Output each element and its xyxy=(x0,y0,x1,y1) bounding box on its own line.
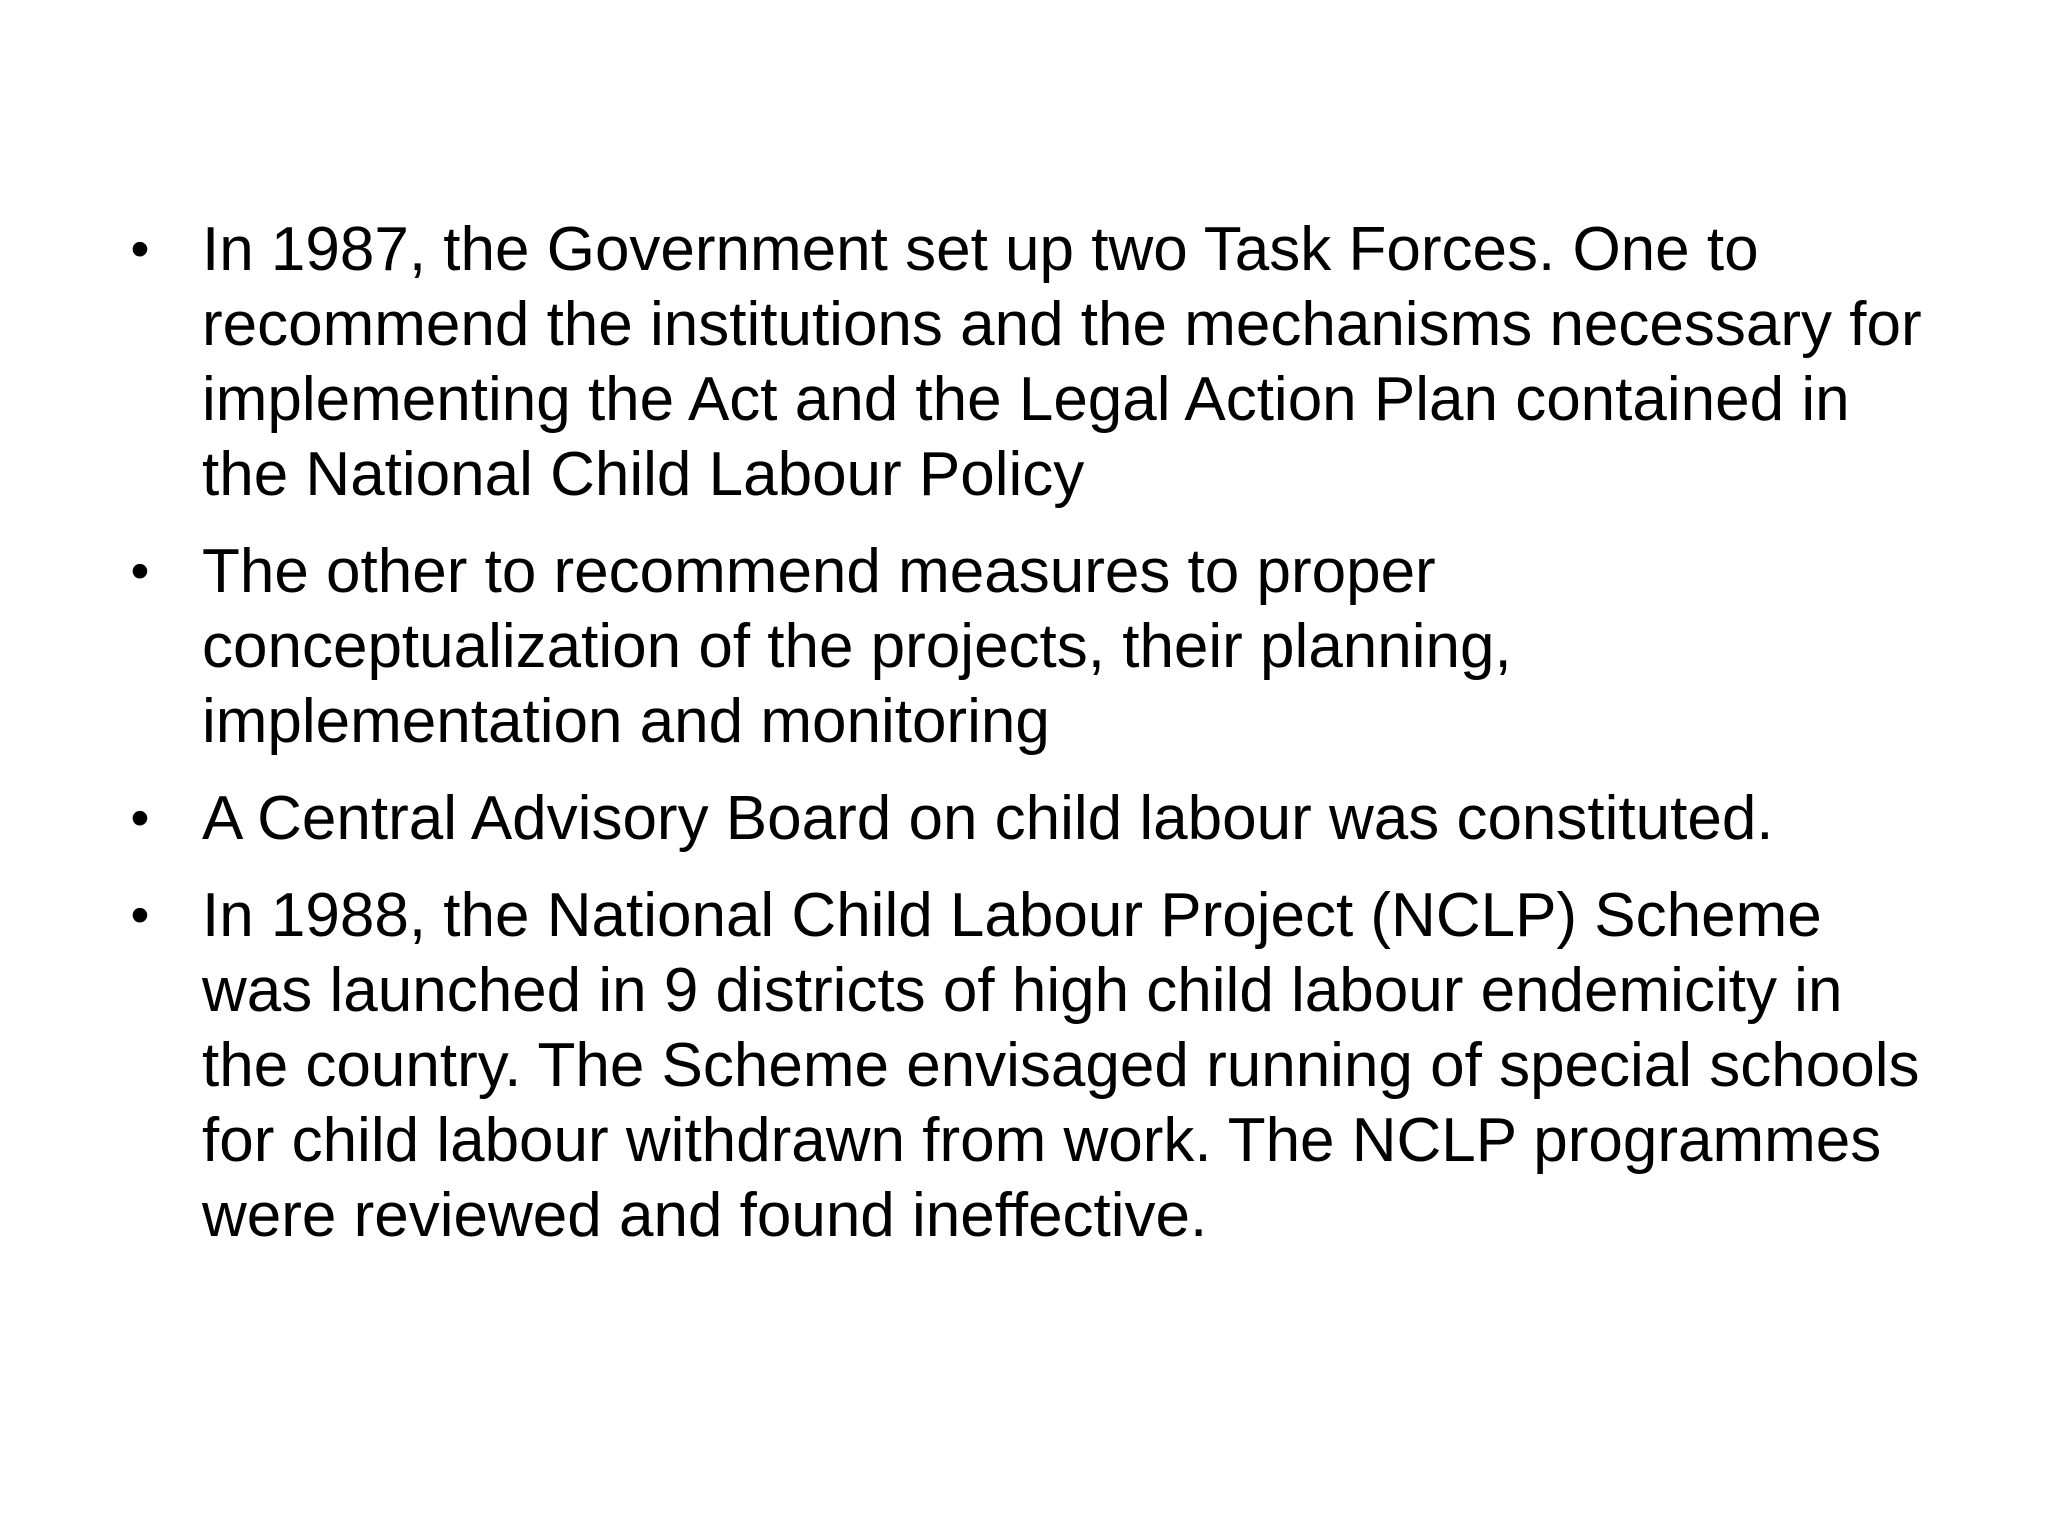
bullet-item xyxy=(120,781,1930,856)
bullet-text: A Central Advisory Board on child labour was constituted. xyxy=(202,784,1774,853)
bullet-item xyxy=(120,212,1930,512)
bullet-item xyxy=(120,878,1930,1253)
bullet-icon: • xyxy=(130,219,150,279)
bullet-text: In 1987, the Government set up two Task Forces. One to recommend the institutions and the mechanisms necessary for implementing the Act and the Legal Action Plan contained in the National Child Labour Policy xyxy=(202,215,1922,509)
bullet-item xyxy=(120,534,1930,759)
bullet-text: In 1988, the National Child Labour Project (NCLP) Scheme was launched in 9 districts of high child labour endemicity in the country. The Scheme envisaged running of special schools for child labour withdrawn from work. The NCLP programmes were reviewed and found ineffective. xyxy=(202,881,1920,1250)
bullet-list xyxy=(120,212,1930,1275)
bullet-icon: • xyxy=(130,885,150,945)
bullet-icon: • xyxy=(130,541,150,601)
bullet-icon: • xyxy=(130,788,150,848)
bullet-text: The other to recommend measures to proper conceptualization of the projects, their planning, implementation and monitoring xyxy=(202,537,1512,756)
